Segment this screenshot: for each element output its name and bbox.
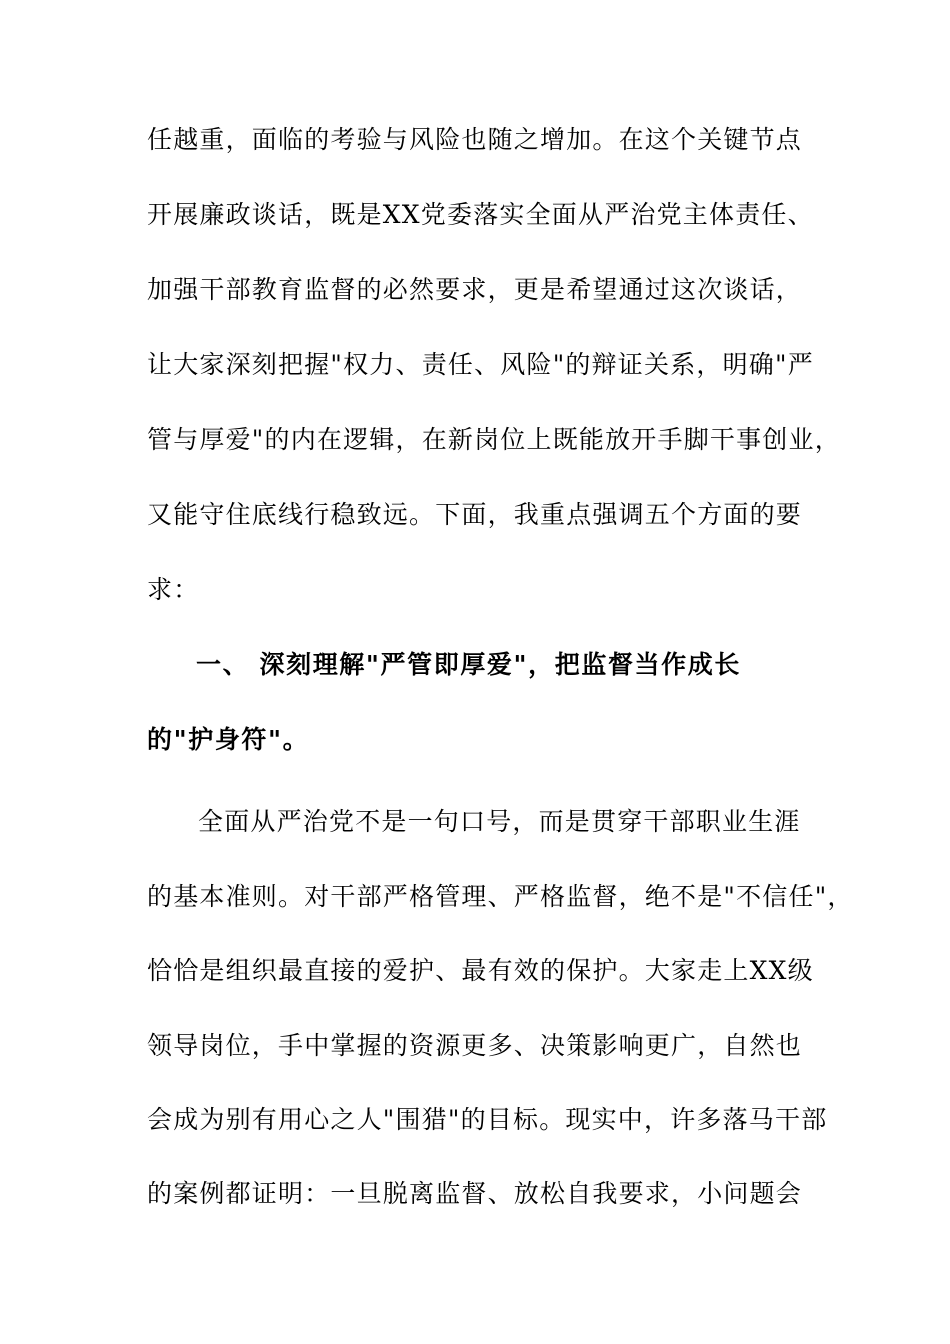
intro-line-1: 任越重，面临的考验与风险也随之增加。在这个关键节点 xyxy=(147,125,803,154)
intro-line-4: 让大家深刻把握"权力、责任、风险"的辩证关系，明确"严 xyxy=(147,350,814,379)
body-line-1: 全面从严治党不是一句口号，而是贯穿干部职业生涯 xyxy=(198,807,801,836)
section-heading-line-2: 的"护身符"。 xyxy=(147,725,310,754)
body-line-6: 的案例都证明：一旦脱离监督、放松自我要求，小问题会 xyxy=(147,1179,803,1208)
intro-line-3: 加强干部教育监督的必然要求，更是希望通过这次谈话， xyxy=(147,275,803,304)
intro-line-7: 求： xyxy=(147,575,200,604)
body-line-4: 领导岗位，手中掌握的资源更多、决策影响更广，自然也 xyxy=(147,1031,803,1060)
intro-line-2: 开展廉政谈话，既是XX党委落实全面从严治党主体责任、 xyxy=(147,200,814,229)
body-line-3: 恰恰是组织最直接的爱护、最有效的保护。大家走上XX级 xyxy=(147,956,814,985)
body-line-2: 的基本准则。对干部严格管理、严格监督，绝不是"不信任"， xyxy=(147,882,854,911)
section-heading-line-1: 一、 深刻理解"严管即厚爱"，把监督当作成长 xyxy=(196,650,741,679)
intro-line-6: 又能守住底线行稳致远。下面，我重点强调五个方面的要 xyxy=(147,500,803,529)
body-line-5: 会成为别有用心之人"围猎"的目标。现实中，许多落马干部 xyxy=(147,1105,828,1134)
intro-line-5: 管与厚爱"的内在逻辑，在新岗位上既能放开手脚干事创业， xyxy=(147,425,841,454)
